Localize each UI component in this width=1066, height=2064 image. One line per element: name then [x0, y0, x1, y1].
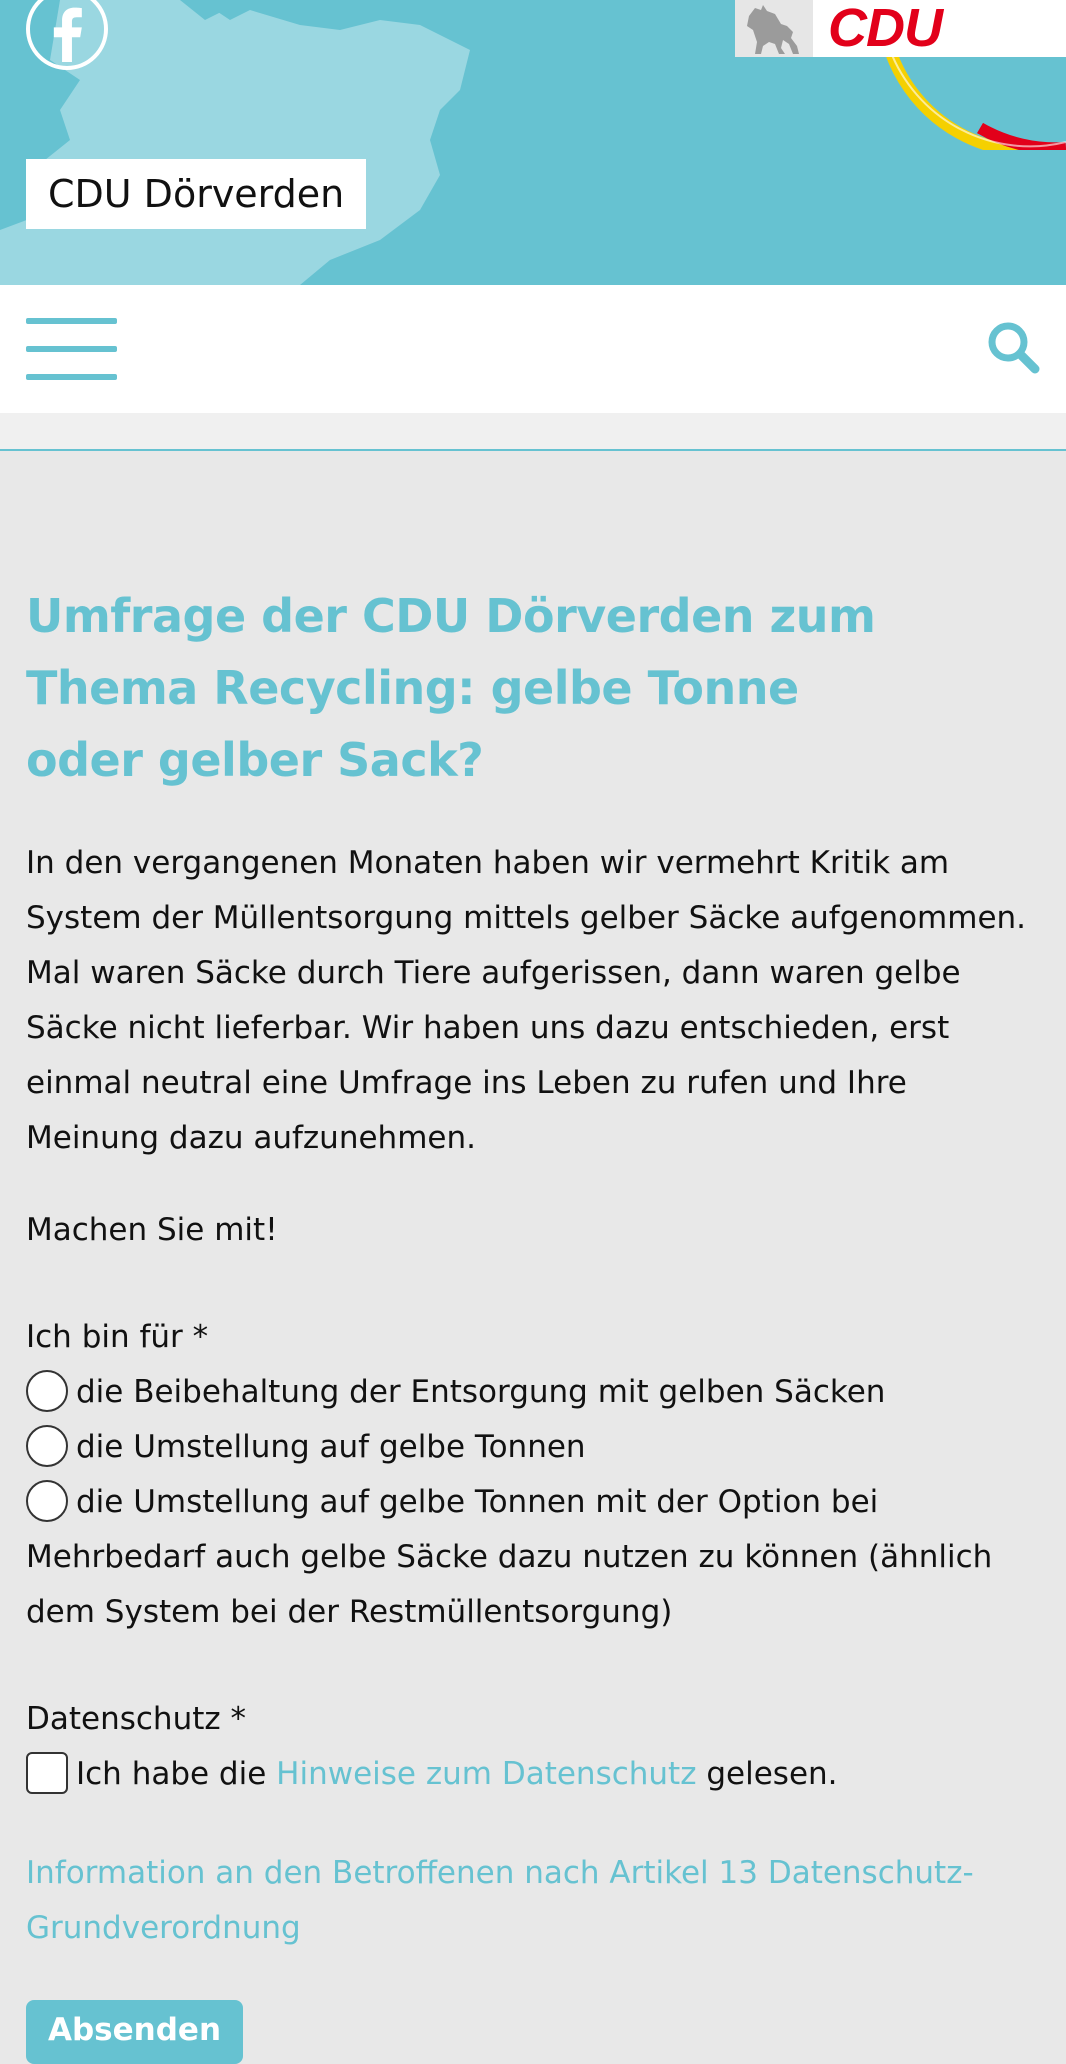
cdu-logo-text: CDU	[828, 0, 942, 58]
page-title: Umfrage der CDU Dörverden zum Thema Recycling: gelbe Tonne oder gelber Sack?	[26, 589, 876, 787]
radio-button[interactable]	[26, 1480, 68, 1522]
hamburger-line	[26, 346, 117, 352]
privacy-checkbox[interactable]	[26, 1752, 68, 1794]
hamburger-line	[26, 374, 117, 380]
cdu-logo[interactable]	[735, 0, 1066, 57]
privacy-link[interactable]: Hinweise zum Datenschutz	[276, 1756, 697, 1792]
option-label: die Beibehaltung der Entsorgung mit gelben Säcken	[76, 1374, 886, 1410]
submit-button[interactable]: Absenden	[26, 2000, 243, 2064]
choice-label: Ich bin für *	[26, 1319, 209, 1355]
hamburger-menu-icon[interactable]	[26, 318, 117, 380]
privacy-suffix: gelesen.	[706, 1756, 838, 1792]
option-keep-bags[interactable]	[26, 1365, 1036, 1420]
site-title[interactable]: CDU Dörverden	[26, 159, 366, 229]
privacy-prefix: Ich habe die	[76, 1756, 267, 1792]
gdpr-info-link[interactable]: Information an den Betroffenen nach Artikel 13 Datenschutz-Grundverordnung	[26, 1855, 974, 1946]
facebook-f-glyph	[50, 6, 84, 62]
privacy-consent[interactable]	[26, 1747, 1036, 1802]
niedersachsen-horse-icon	[735, 0, 813, 57]
intro-text: In den vergangenen Monaten haben wir vermehrt Kritik am System der Müllentsorgung mittels gelber Säcke aufgenommen. Mal waren Säcke durch Tiere aufgerissen, dann waren gelbe Säcke nicht lieferbar. Wir haben uns dazu entschieden, erst einmal neutral eine Umfrage ins Leben zu rufen und Ihre Meinung dazu aufzunehmen.	[26, 845, 1027, 1156]
option-bins[interactable]	[26, 1420, 1036, 1475]
nav-bar	[0, 285, 1066, 413]
search-icon[interactable]	[986, 320, 1040, 374]
main-content	[26, 580, 1036, 2064]
privacy-label: Datenschutz *	[26, 1701, 247, 1737]
option-bins-and-bags[interactable]	[26, 1475, 1036, 1640]
site-header	[0, 0, 1066, 285]
nav-divider	[0, 413, 1066, 451]
radio-button[interactable]	[26, 1425, 68, 1467]
radio-button[interactable]	[26, 1370, 68, 1412]
option-label: die Umstellung auf gelbe Tonnen mit der Option bei Mehrbedarf auch gelbe Säcke dazu nutzen zu können (ähnlich dem System bei der Restmüllentsorgung)	[26, 1484, 993, 1630]
hamburger-line	[26, 318, 117, 324]
option-label: die Umstellung auf gelbe Tonnen	[76, 1429, 586, 1465]
call-to-action: Machen Sie mit!	[26, 1212, 278, 1248]
survey-form	[26, 1310, 1036, 2064]
